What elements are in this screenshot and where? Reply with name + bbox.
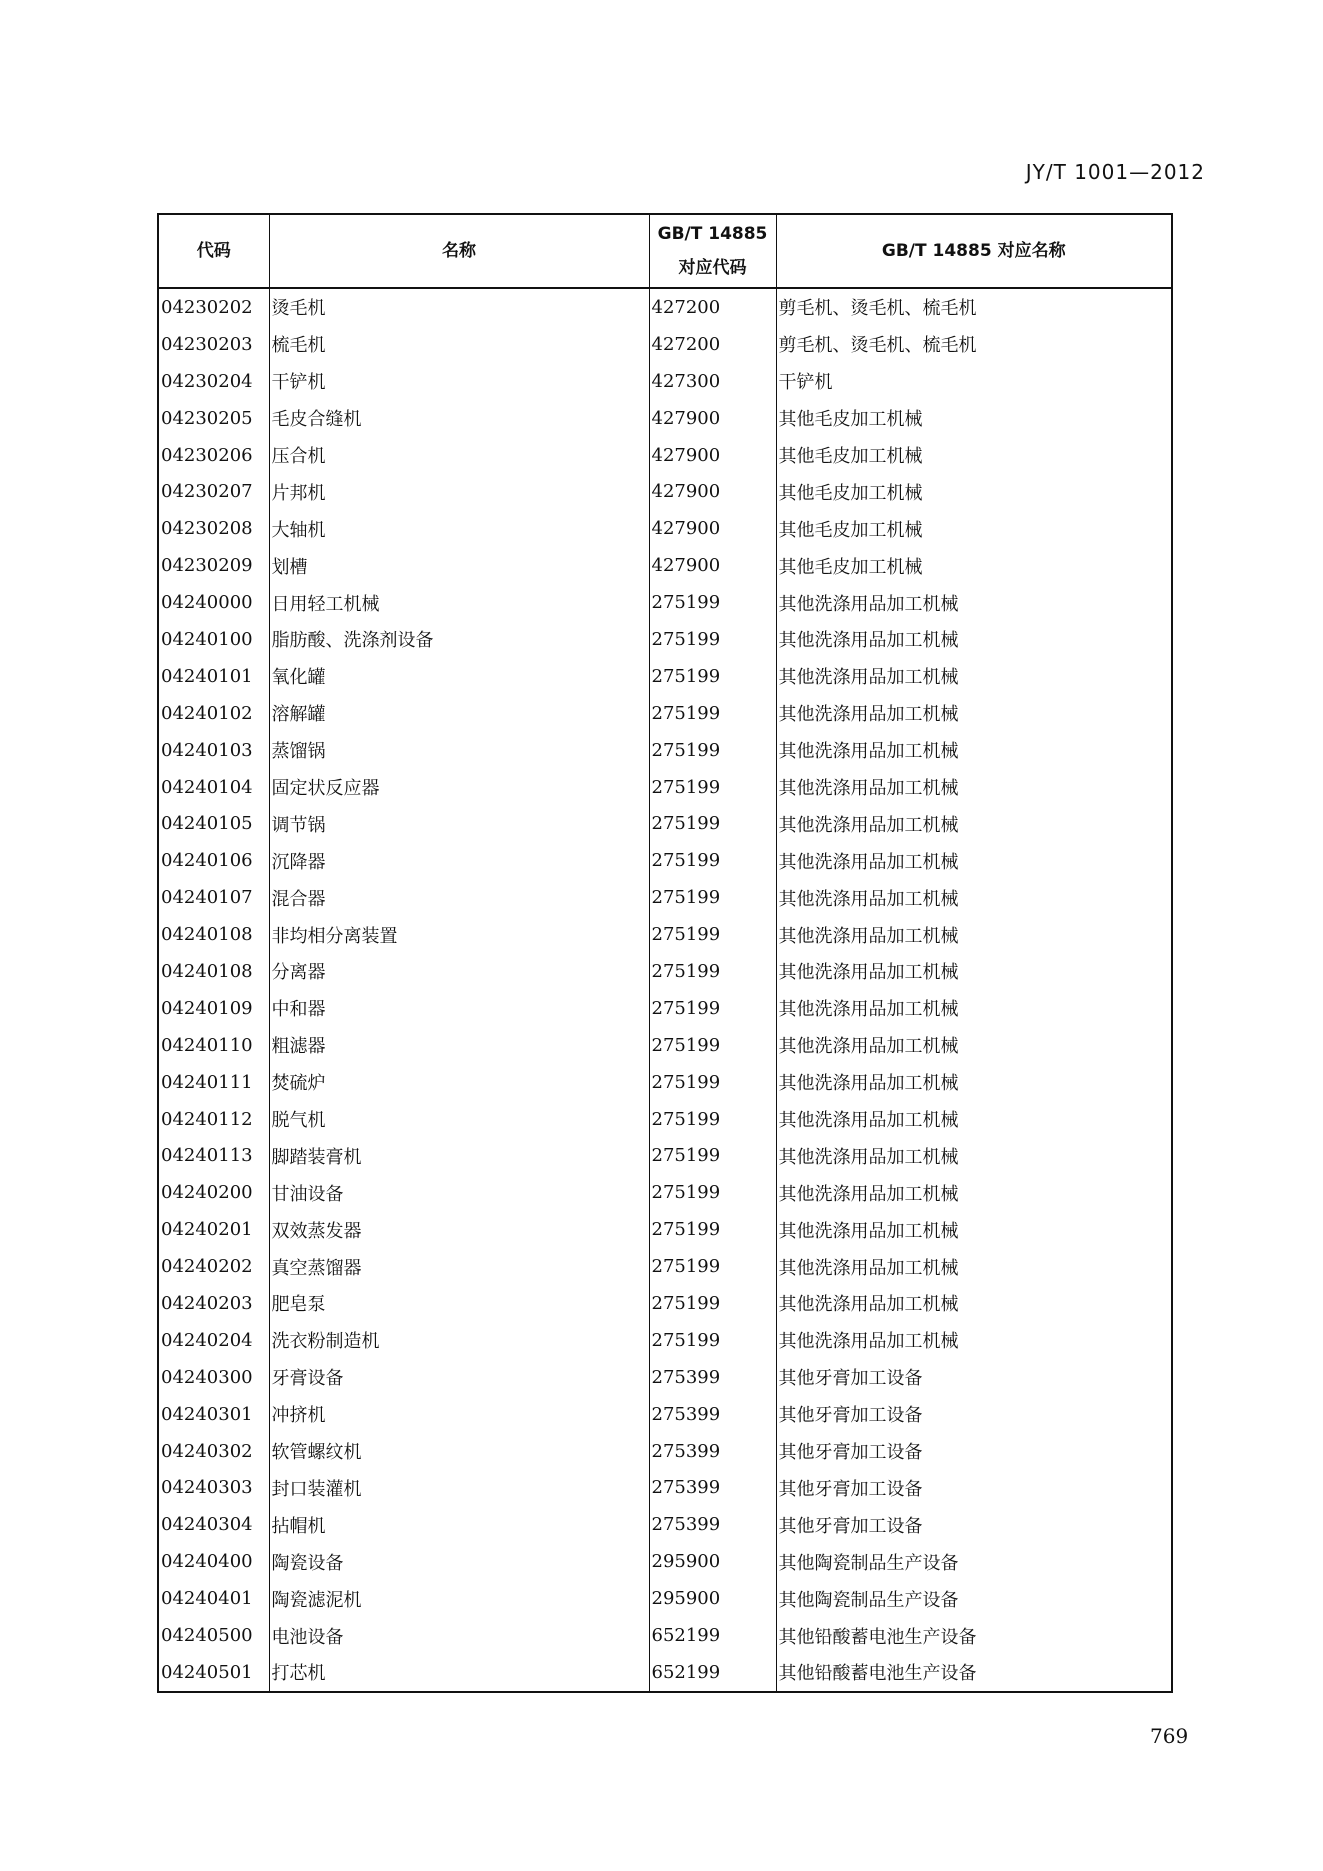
table-row [158, 842, 1172, 879]
cell-name: 脚踏装膏机 [269, 1137, 649, 1174]
cell-name: 陶瓷设备 [269, 1543, 649, 1580]
cell-name: 沉降器 [269, 842, 649, 879]
cell-gbt-name: 其他洗涤用品加工机械 [776, 1248, 1172, 1285]
cell-code: 04240105 [158, 805, 269, 842]
cell-name: 混合器 [269, 879, 649, 916]
cell-code: 04240500 [158, 1617, 269, 1654]
table-row [158, 1064, 1172, 1101]
table-row [158, 805, 1172, 842]
table-row [158, 288, 1172, 326]
cell-gbt-code: 275199 [649, 1285, 776, 1322]
cell-name: 脂肪酸、洗涤剂设备 [269, 621, 649, 658]
cell-code: 04240106 [158, 842, 269, 879]
cell-gbt-name: 其他陶瓷制品生产设备 [776, 1580, 1172, 1617]
cell-gbt-name: 其他洗涤用品加工机械 [776, 953, 1172, 990]
cell-name: 粗滤器 [269, 1027, 649, 1064]
table-row [158, 769, 1172, 806]
cell-name: 冲挤机 [269, 1396, 649, 1433]
column-header-gbt-code [649, 214, 776, 288]
cell-gbt-code: 275199 [649, 1137, 776, 1174]
table-row [158, 1580, 1172, 1617]
cell-gbt-code: 275399 [649, 1359, 776, 1396]
cell-code: 04240103 [158, 732, 269, 769]
cell-gbt-name: 其他洗涤用品加工机械 [776, 1322, 1172, 1359]
cell-gbt-name: 其他洗涤用品加工机械 [776, 805, 1172, 842]
cell-code: 04240108 [158, 916, 269, 953]
table-row [158, 326, 1172, 363]
cell-gbt-code: 427200 [649, 288, 776, 326]
cell-gbt-name: 其他陶瓷制品生产设备 [776, 1543, 1172, 1580]
cell-gbt-name: 其他牙膏加工设备 [776, 1396, 1172, 1433]
table-row [158, 1248, 1172, 1285]
cell-gbt-name: 其他洗涤用品加工机械 [776, 1137, 1172, 1174]
cell-gbt-name: 其他洗涤用品加工机械 [776, 1027, 1172, 1064]
cell-code: 04240201 [158, 1211, 269, 1248]
table-row [158, 1543, 1172, 1580]
table-row [158, 547, 1172, 584]
cell-gbt-code: 295900 [649, 1543, 776, 1580]
table-row [158, 1322, 1172, 1359]
cell-gbt-code: 275399 [649, 1433, 776, 1470]
cell-name: 烫毛机 [269, 288, 649, 326]
cell-name: 软管螺纹机 [269, 1433, 649, 1470]
cell-name: 毛皮合缝机 [269, 400, 649, 437]
cell-gbt-code: 275199 [649, 916, 776, 953]
cell-gbt-code: 275199 [649, 621, 776, 658]
cell-name: 肥皂泵 [269, 1285, 649, 1322]
cell-gbt-name: 其他洗涤用品加工机械 [776, 584, 1172, 621]
cell-code: 04240302 [158, 1433, 269, 1470]
cell-gbt-code: 427300 [649, 363, 776, 400]
table-row [158, 1470, 1172, 1507]
cell-gbt-name: 剪毛机、烫毛机、梳毛机 [776, 288, 1172, 326]
table-row [158, 1211, 1172, 1248]
column-header-gbt-code-line2: 对应代码 [678, 258, 747, 278]
cell-code: 04240101 [158, 658, 269, 695]
cell-gbt-name: 其他牙膏加工设备 [776, 1506, 1172, 1543]
cell-code: 04240203 [158, 1285, 269, 1322]
cell-code: 04240110 [158, 1027, 269, 1064]
cell-name: 双效蒸发器 [269, 1211, 649, 1248]
table-row [158, 1137, 1172, 1174]
cell-gbt-code: 275199 [649, 1211, 776, 1248]
cell-code: 04240108 [158, 953, 269, 990]
cell-gbt-name: 其他洗涤用品加工机械 [776, 658, 1172, 695]
table-row [158, 1285, 1172, 1322]
cell-code: 04230207 [158, 473, 269, 510]
cell-gbt-code: 275399 [649, 1396, 776, 1433]
cell-gbt-code: 275199 [649, 1064, 776, 1101]
cell-code: 04240304 [158, 1506, 269, 1543]
table-row [158, 1506, 1172, 1543]
cell-gbt-name: 其他牙膏加工设备 [776, 1470, 1172, 1507]
cell-gbt-name: 其他洗涤用品加工机械 [776, 1211, 1172, 1248]
table-row [158, 732, 1172, 769]
cell-gbt-code: 427200 [649, 326, 776, 363]
cell-code: 04240104 [158, 769, 269, 806]
cell-name: 中和器 [269, 990, 649, 1027]
cell-name: 陶瓷滤泥机 [269, 1580, 649, 1617]
cell-code: 04240109 [158, 990, 269, 1027]
cell-name: 划槽 [269, 547, 649, 584]
cell-code: 04240300 [158, 1359, 269, 1396]
table-row [158, 400, 1172, 437]
column-header-name: 名称 [269, 214, 649, 288]
cell-name: 打芯机 [269, 1654, 649, 1692]
cell-gbt-name: 剪毛机、烫毛机、梳毛机 [776, 326, 1172, 363]
cell-name: 电池设备 [269, 1617, 649, 1654]
table-row [158, 658, 1172, 695]
cell-code: 04240200 [158, 1174, 269, 1211]
cell-code: 04230205 [158, 400, 269, 437]
cell-name: 牙膏设备 [269, 1359, 649, 1396]
cell-gbt-name: 其他牙膏加工设备 [776, 1359, 1172, 1396]
cell-name: 压合机 [269, 437, 649, 474]
table-row [158, 1396, 1172, 1433]
table-row [158, 953, 1172, 990]
cell-gbt-code: 275199 [649, 584, 776, 621]
cell-gbt-name: 其他洗涤用品加工机械 [776, 1064, 1172, 1101]
table-row [158, 437, 1172, 474]
page-number: 769 [1150, 1724, 1189, 1748]
table-row [158, 1174, 1172, 1211]
cell-gbt-name: 其他洗涤用品加工机械 [776, 732, 1172, 769]
cell-gbt-code: 427900 [649, 547, 776, 584]
cell-code: 04240000 [158, 584, 269, 621]
cell-name: 焚硫炉 [269, 1064, 649, 1101]
cell-code: 04230206 [158, 437, 269, 474]
cell-gbt-name: 其他洗涤用品加工机械 [776, 842, 1172, 879]
cell-name: 溶解罐 [269, 695, 649, 732]
table-row [158, 1101, 1172, 1138]
cell-gbt-code: 275199 [649, 842, 776, 879]
column-header-code: 代码 [158, 214, 269, 288]
table-row [158, 990, 1172, 1027]
cell-gbt-name: 其他毛皮加工机械 [776, 473, 1172, 510]
cell-code: 04240102 [158, 695, 269, 732]
cell-gbt-code: 275199 [649, 732, 776, 769]
cell-code: 04240204 [158, 1322, 269, 1359]
cell-code: 04240301 [158, 1396, 269, 1433]
cell-code: 04230209 [158, 547, 269, 584]
code-mapping-table [157, 213, 1173, 1693]
cell-gbt-code: 275199 [649, 658, 776, 695]
cell-gbt-code: 427900 [649, 437, 776, 474]
cell-gbt-name: 其他洗涤用品加工机械 [776, 695, 1172, 732]
cell-gbt-name: 其他洗涤用品加工机械 [776, 769, 1172, 806]
cell-code: 04240111 [158, 1064, 269, 1101]
cell-gbt-code: 275199 [649, 1174, 776, 1211]
cell-code: 04240112 [158, 1101, 269, 1138]
cell-code: 04230203 [158, 326, 269, 363]
cell-gbt-code: 427900 [649, 400, 776, 437]
cell-name: 甘油设备 [269, 1174, 649, 1211]
cell-gbt-code: 275199 [649, 879, 776, 916]
cell-gbt-code: 275199 [649, 1027, 776, 1064]
table-row [158, 1359, 1172, 1396]
table-header-row [158, 214, 1172, 288]
cell-gbt-name: 其他毛皮加工机械 [776, 400, 1172, 437]
table-row [158, 1617, 1172, 1654]
cell-gbt-name: 其他洗涤用品加工机械 [776, 879, 1172, 916]
cell-gbt-code: 427900 [649, 473, 776, 510]
cell-gbt-code: 275199 [649, 1322, 776, 1359]
cell-name: 分离器 [269, 953, 649, 990]
cell-name: 蒸馏锅 [269, 732, 649, 769]
cell-gbt-name: 其他铅酸蓄电池生产设备 [776, 1617, 1172, 1654]
standard-code: JY/T 1001—2012 [1025, 160, 1205, 184]
table-row [158, 1654, 1172, 1692]
cell-code: 04230208 [158, 510, 269, 547]
cell-code: 04240400 [158, 1543, 269, 1580]
table-row [158, 621, 1172, 658]
cell-gbt-code: 427900 [649, 510, 776, 547]
cell-name: 非均相分离装置 [269, 916, 649, 953]
cell-name: 干铲机 [269, 363, 649, 400]
cell-code: 04240202 [158, 1248, 269, 1285]
cell-name: 片邦机 [269, 473, 649, 510]
cell-name: 真空蒸馏器 [269, 1248, 649, 1285]
cell-name: 拈帽机 [269, 1506, 649, 1543]
cell-gbt-name: 其他牙膏加工设备 [776, 1433, 1172, 1470]
cell-gbt-name: 其他洗涤用品加工机械 [776, 1285, 1172, 1322]
table-row [158, 916, 1172, 953]
cell-gbt-code: 275199 [649, 953, 776, 990]
table-row [158, 363, 1172, 400]
table-row [158, 695, 1172, 732]
table-row [158, 1027, 1172, 1064]
cell-gbt-name: 其他毛皮加工机械 [776, 437, 1172, 474]
cell-gbt-name: 其他毛皮加工机械 [776, 547, 1172, 584]
cell-code: 04240107 [158, 879, 269, 916]
cell-gbt-code: 275399 [649, 1506, 776, 1543]
cell-gbt-name: 干铲机 [776, 363, 1172, 400]
cell-code: 04240401 [158, 1580, 269, 1617]
cell-name: 脱气机 [269, 1101, 649, 1138]
cell-code: 04240303 [158, 1470, 269, 1507]
table-body [158, 288, 1172, 1692]
table-row [158, 879, 1172, 916]
cell-code: 04230202 [158, 288, 269, 326]
cell-gbt-code: 295900 [649, 1580, 776, 1617]
column-header-gbt-code-line1: GB/T 14885 [657, 224, 768, 244]
cell-name: 大轴机 [269, 510, 649, 547]
cell-gbt-code: 275199 [649, 1248, 776, 1285]
cell-code: 04240100 [158, 621, 269, 658]
cell-gbt-name: 其他毛皮加工机械 [776, 510, 1172, 547]
cell-gbt-code: 275199 [649, 990, 776, 1027]
table-row [158, 584, 1172, 621]
cell-gbt-name: 其他洗涤用品加工机械 [776, 990, 1172, 1027]
cell-gbt-code: 652199 [649, 1617, 776, 1654]
cell-gbt-code: 275199 [649, 805, 776, 842]
cell-gbt-code: 652199 [649, 1654, 776, 1692]
cell-name: 调节锅 [269, 805, 649, 842]
cell-name: 氧化罐 [269, 658, 649, 695]
cell-gbt-name: 其他洗涤用品加工机械 [776, 1101, 1172, 1138]
cell-name: 封口装灌机 [269, 1470, 649, 1507]
cell-gbt-code: 275399 [649, 1470, 776, 1507]
cell-gbt-name: 其他洗涤用品加工机械 [776, 621, 1172, 658]
cell-code: 04230204 [158, 363, 269, 400]
cell-gbt-code: 275199 [649, 769, 776, 806]
column-header-gbt-name: GB/T 14885 对应名称 [776, 214, 1172, 288]
cell-name: 日用轻工机械 [269, 584, 649, 621]
cell-gbt-code: 275199 [649, 695, 776, 732]
cell-name: 固定状反应器 [269, 769, 649, 806]
cell-gbt-name: 其他洗涤用品加工机械 [776, 916, 1172, 953]
table-row [158, 1433, 1172, 1470]
table-row [158, 473, 1172, 510]
table-row [158, 510, 1172, 547]
cell-name: 梳毛机 [269, 326, 649, 363]
cell-gbt-name: 其他洗涤用品加工机械 [776, 1174, 1172, 1211]
cell-gbt-name: 其他铅酸蓄电池生产设备 [776, 1654, 1172, 1692]
cell-name: 洗衣粉制造机 [269, 1322, 649, 1359]
cell-code: 04240113 [158, 1137, 269, 1174]
cell-gbt-code: 275199 [649, 1101, 776, 1138]
cell-code: 04240501 [158, 1654, 269, 1692]
